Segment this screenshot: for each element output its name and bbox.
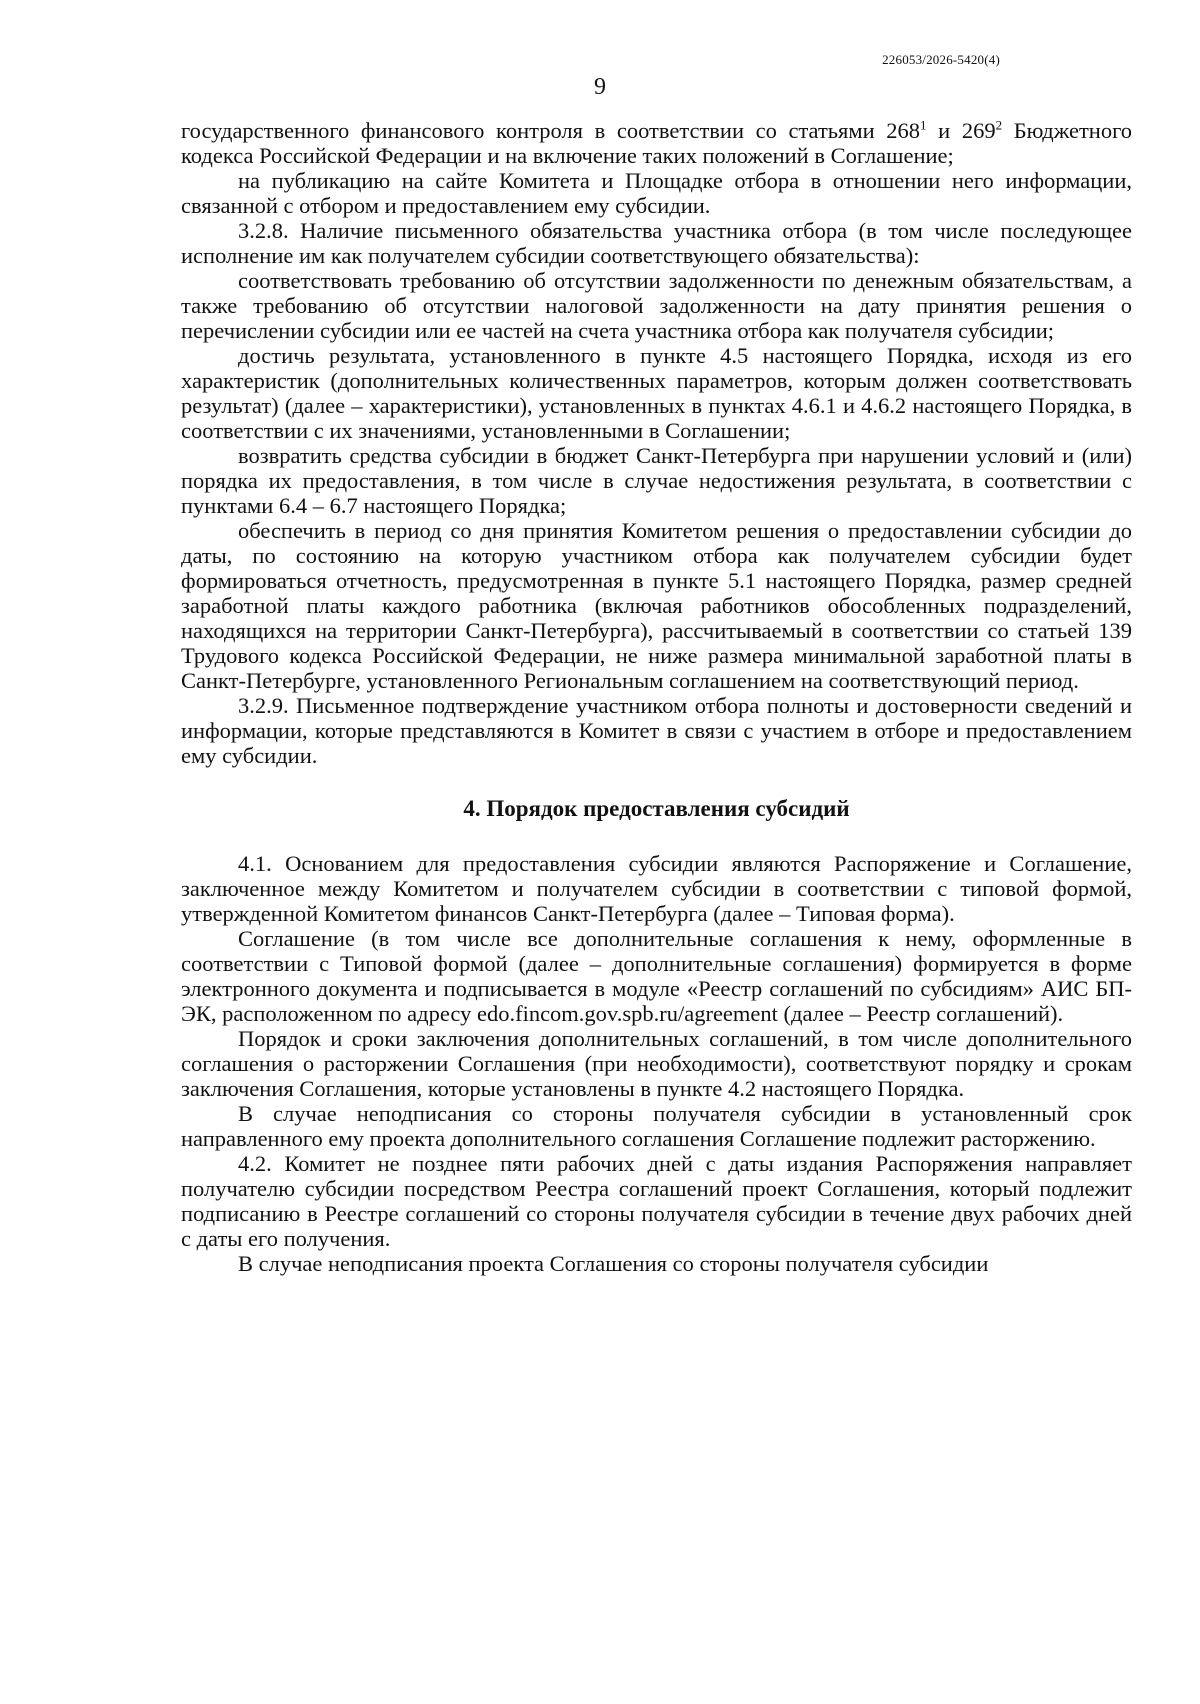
paragraph: на публикацию на сайте Комитета и Площадке отбора в отношении него информации, связанной с отбором и предоставлением ему субсидии. [181,168,1132,218]
paragraph: достичь результата, установленного в пункте 4.5 настоящего Порядка, исходя из его характеристик (дополнительных количественных параметров, которым должен соответствовать результат) (далее – характеристики), установленных в пунктах 4.6.1 и 4.6.2 настоящего Порядка, в соответствии с их значениями, установленными в Соглашении; [181,343,1132,443]
paragraph: 3.2.8. Наличие письменного обязательства участника отбора (в том числе последующее исполнение им как получателем субсидии соответствующего обязательства): [181,218,1132,268]
paragraph: возвратить средства субсидии в бюджет Санкт-Петербурга при нарушении условий и (или) порядка их предоставления, в том числе в случае недостижения результата, в соответствии с пунктами 6.4 – 6.7 настоящего Порядка; [181,443,1132,518]
paragraph [181,118,1132,168]
paragraph: Порядок и сроки заключения дополнительных соглашений, в том числе дополнительного соглашения о расторжении Соглашения (при необходимости), соответствуют порядку и срокам заключения Соглашения, которые установлены в пункте 4.2 настоящего Порядка. [181,1026,1132,1101]
paragraph: 4.2. Комитет не позднее пяти рабочих дней с даты издания Распоряжения направляет получателю субсидии посредством Реестра соглашений проект Соглашения, который подлежит подписанию в Реестре соглашений со стороны получателя субсидии в течение двух рабочих дней с даты его получения. [181,1151,1132,1251]
paragraph: Соглашение (в том числе все дополнительные соглашения к нему, оформленные в соответствии с Типовой формой (далее – дополнительные соглашения) формируется в форме электронного документа и подписывается в модуле «Реестр соглашений по субсидиям» АИС БП-ЭК, расположенном по адресу edo.fincom.gov.spb.ru/agreement (далее – Реестр соглашений). [181,926,1132,1026]
superscript: 1 [920,117,927,133]
paragraph: обеспечить в период со дня принятия Комитетом решения о предоставлении субсидии до даты, по состоянию на которую участником отбора как получателем субсидии будет формироваться отчетность, предусмотренная в пункте 5.1 настоящего Порядка, размер средней заработной платы каждого работника (включая работников обособленных подразделений, находящихся на территории Санкт-Петербурга), рассчитываемый в соответствии со статьей 139 Трудового кодекса Российской Федерации, не ниже размера минимальной заработной платы в Санкт-Петербурге, установленного Региональным соглашением на соответствующий период. [181,518,1132,693]
paragraph: соответствовать требованию об отсутствии задолженности по денежным обязательствам, а также требованию об отсутствии налоговой задолженности на дату принятия решения о перечислении субсидии или ее частей на счета участника отбора как получателя субсидии; [181,268,1132,343]
paragraph: 4.1. Основанием для предоставления субсидии являются Распоряжение и Соглашение, заключенное между Комитетом и получателем субсидии в соответствии с типовой формой, утвержденной Комитетом финансов Санкт-Петербурга (далее – Типовая форма). [181,851,1132,926]
paragraph: 3.2.9. Письменное подтверждение участником отбора полноты и достоверности сведений и информации, которые представляются в Комитет в связи с участием в отборе и предоставлением ему субсидии. [181,693,1132,768]
paragraph-text: и 269 [926,118,996,143]
section-heading: 4. Порядок предоставления субсидий [463,796,850,821]
paragraph-text: Бюджетного кодекса Российской Федерации и на включение таких положений в Соглашение; [181,118,1133,168]
superscript: 2 [995,117,1003,133]
document-body [181,118,1132,1276]
paragraph: В случае неподписания со стороны получателя субсидии в установленный срок направленного ему проекта дополнительного соглашения Соглашение подлежит расторжению. [181,1101,1132,1151]
paragraph-text: государственного финансового контроля в соответствии со статьями 268 [181,118,921,143]
page-number: 9 [594,74,606,100]
document-registration-number: 226053/2026-5420(4) [882,52,1000,67]
paragraph: В случае неподписания проекта Соглашения со стороны получателя субсидии [238,1251,989,1276]
